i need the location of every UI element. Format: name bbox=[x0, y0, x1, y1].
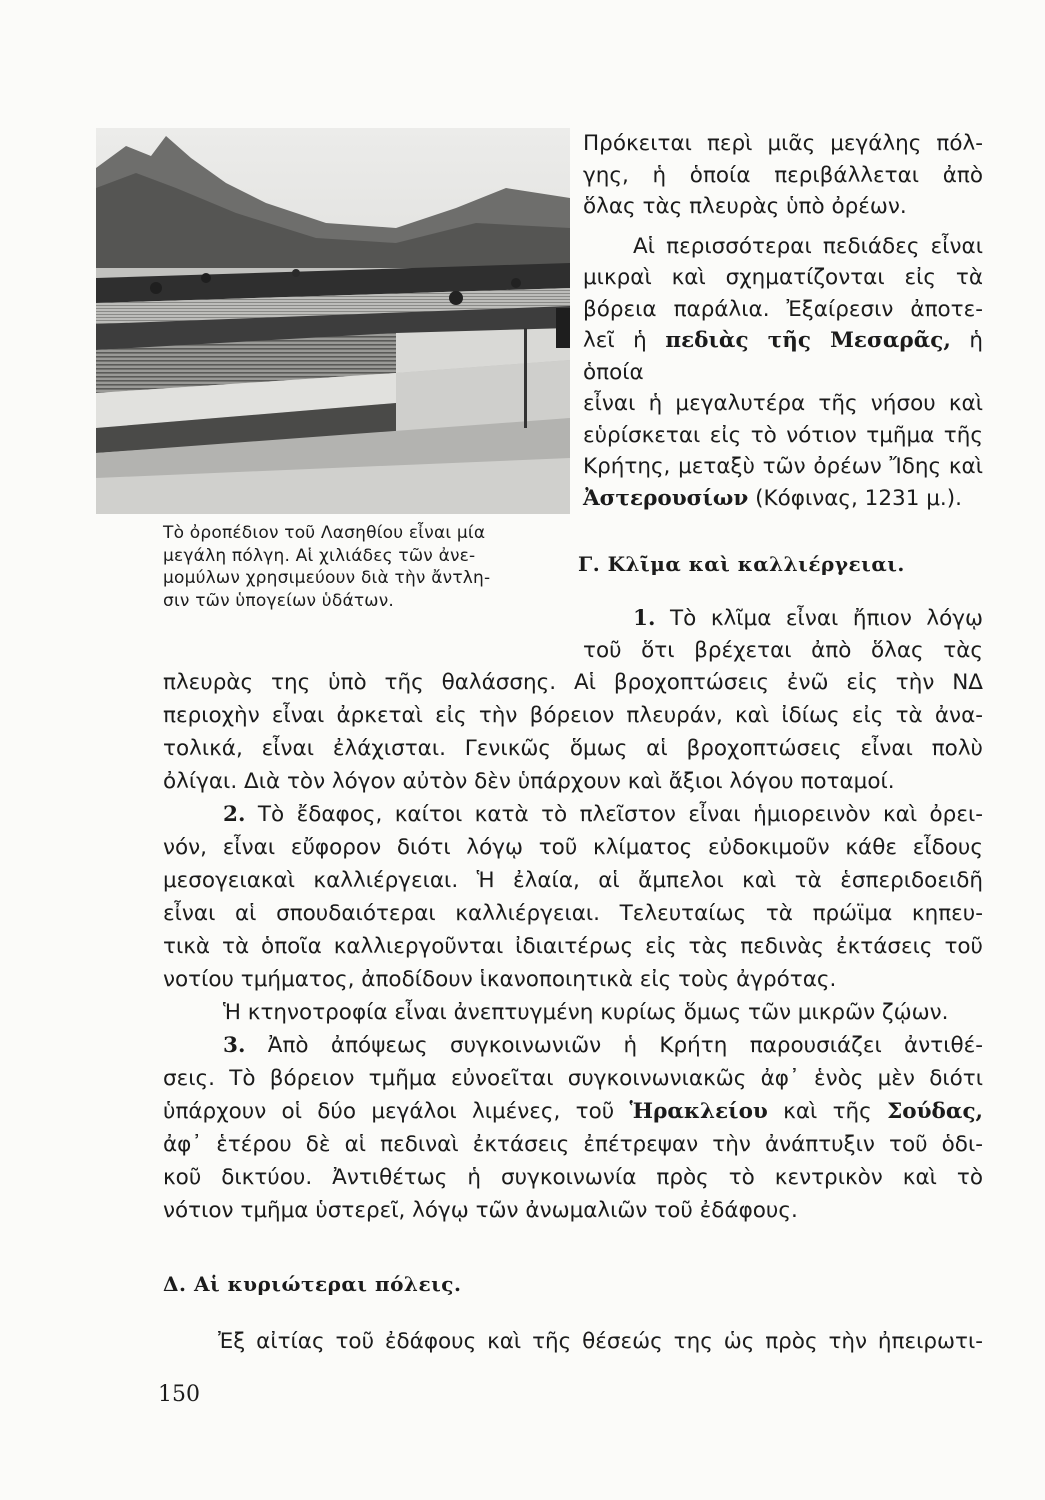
caption-line: σιν τῶν ὑπογείων ὑδάτων. bbox=[163, 590, 395, 611]
text-line: κοῦ δικτύου. Ἀντιθέτως ἡ συγκοινωνία πρὸς τὸ κεντρικὸν καὶ τὸ bbox=[163, 1165, 983, 1190]
text-line bbox=[163, 1095, 983, 1128]
plateau-photo-image bbox=[96, 128, 570, 514]
text-line: ὀλίγαι. Διὰ τὸν λόγον αὐτὸν δὲν ὑπάρχουν καὶ ἄξιοι λόγου ποταμοί. bbox=[163, 769, 895, 794]
text-line: Αἱ περισσότεραι πεδιάδες εἶναι bbox=[633, 233, 983, 259]
text-line bbox=[583, 603, 983, 635]
plateau-photo bbox=[96, 128, 570, 514]
text-line: περιοχὴν εἶναι ἀρκεταὶ εἰς τὴν βόρειον πλευράν, καὶ ἰδίως εἰς τὰ ἀνα- bbox=[163, 703, 983, 728]
paragraph-transport bbox=[163, 1029, 983, 1227]
text-line: νότιον τμῆμα ὑστερεῖ, λόγῳ τῶν ἀνωμαλιῶν τοῦ ἐδάφους. bbox=[163, 1198, 798, 1223]
cities-intro bbox=[163, 1325, 983, 1358]
text-line: τοῦ ὅτι βρέχεται ἀπὸ ὅλας τὰς bbox=[583, 637, 983, 663]
text-line: Κρήτης, μεταξὺ τῶν ὀρέων Ἴδης καὶ bbox=[583, 454, 983, 479]
caption-line: Τὸ ὀροπέδιον τοῦ Λασηθίου εἶναι μία bbox=[163, 523, 486, 543]
text-run: ἡ ὁποία bbox=[583, 328, 984, 385]
place-name-souda: Σούδας, bbox=[887, 1099, 984, 1124]
text-line: Ἡ κτηνοτροφία εἶναι ἀνεπτυγμένη κυρίως ὅμως τῶν μικρῶν ζῴων. bbox=[223, 1000, 949, 1025]
text-run: (Κόφινας, 1231 μ.). bbox=[748, 485, 962, 511]
text-line bbox=[583, 325, 983, 388]
text-line bbox=[583, 483, 983, 515]
text-line: νοτίου τμήματος, ἀποδίδουν ἱκανοποιητικὰ εἰς τοὺς ἀγρότας. bbox=[163, 967, 837, 992]
climate-intro bbox=[583, 603, 983, 666]
caption-line: μεγάλη πόλγη. Αἱ χιλιάδες τῶν ἀνε- bbox=[163, 545, 476, 566]
caption-line: μομύλων χρησιμεύουν διὰ τὴν ἄντλη- bbox=[163, 568, 491, 588]
full-width-text bbox=[163, 666, 983, 1227]
text-run: ὑπάρχουν οἱ δύο μεγάλοι λιμένες, τοῦ bbox=[163, 1099, 630, 1124]
text-line: γης, ἡ ὁποία περιβάλλεται ἀπὸ bbox=[583, 162, 983, 188]
text-line bbox=[163, 1029, 983, 1062]
place-name-asterousia: Ἀστερουσίων bbox=[583, 485, 749, 511]
paragraph-livestock bbox=[163, 996, 983, 1029]
page-number: 150 bbox=[158, 1382, 200, 1407]
text-line: πλευρὰς της ὑπὸ τῆς θαλάσσης. Αἱ βροχοπτώσεις ἐνῶ εἰς τὴν ΝΔ bbox=[163, 670, 983, 695]
text-line: βόρεια παράλια. Ἐξαίρεσιν ἀποτε- bbox=[583, 296, 983, 322]
text-line: μεσογειακαὶ καλλιέργειαι. Ἡ ἐλαία, αἱ ἄμπελοι καὶ τὰ ἑσπεριδοειδῆ bbox=[163, 868, 983, 893]
text-line: τολικά, εἶναι ἐλάχισται. Γενικῶς ὅμως αἱ βροχοπτώσεις εἶναι πολὺ bbox=[163, 736, 983, 761]
text-line: μικραὶ καὶ σχηματίζονται εἰς τὰ bbox=[583, 265, 983, 290]
text-line: εὑρίσκεται εἰς τὸ νότιον τμῆμα τῆς bbox=[583, 422, 983, 448]
section-heading-cities: Δ. Αἱ κυριώτεραι πόλεις. bbox=[163, 1272, 462, 1296]
paragraph-polje bbox=[583, 128, 983, 223]
item-number: 1. bbox=[633, 606, 656, 631]
text-line: εἶναι αἱ σπουδαιότεραι καλλιέργειαι. Τελευταίως τὰ πρώϊμα κηπευ- bbox=[163, 901, 983, 926]
text-line: Ἐξ αἰτίας τοῦ ἐδάφους καὶ τῆς θέσεώς της ὡς πρὸς τὴν ἠπειρωτι- bbox=[218, 1329, 983, 1354]
text-line: τικὰ τὰ ὁποῖα καλλιεργοῦνται ἰδιαιτέρως εἰς τὰς πεδινὰς ἐκτάσεις τοῦ bbox=[163, 934, 983, 959]
photo-caption bbox=[163, 522, 553, 612]
place-name-heraklion: Ἡρακλείου bbox=[629, 1099, 768, 1124]
text-line: Πρόκειται περὶ μιᾶς μεγάλης πόλ- bbox=[583, 131, 983, 156]
text-run: Ἀπὸ ἀπόψεως συγκοινωνιῶν ἡ Κρήτη παρουσιάζει ἀντιθέ- bbox=[245, 1033, 983, 1058]
text-run: λεῖ ἡ bbox=[583, 328, 666, 353]
text-line: ἀφ᾿ ἑτέρου δὲ αἱ πεδιναὶ ἐκτάσεις ἐπέτρεψαν τὴν ἀνάπτυξιν τοῦ ὁδι- bbox=[163, 1132, 983, 1157]
text-line: σεις. Τὸ βόρειον τμῆμα εὐνοεῖται συγκοινωνιακῶς ἀφ᾿ ἑνὸς μὲν διότι bbox=[163, 1066, 983, 1091]
text-line: νόν, εἶναι εὔφορον διότι λόγῳ τοῦ κλίματος εὐδοκιμοῦν κάθε εἶδους bbox=[163, 835, 983, 860]
section-heading-climate: Γ. Κλῖμα καὶ καλλιέργειαι. bbox=[578, 552, 905, 576]
right-column-text bbox=[583, 128, 983, 514]
paragraph-soil bbox=[163, 798, 983, 996]
paragraph-rainfall bbox=[163, 666, 983, 798]
text-run: Τὸ ἔδαφος, καίτοι κατὰ τὸ πλεῖστον εἶναι ἡμιορεινὸν καὶ ὀρει- bbox=[245, 802, 983, 827]
text-run: καὶ τῆς bbox=[767, 1099, 888, 1124]
text-line: ὅλας τὰς πλευρὰς ὑπὸ ὀρέων. bbox=[583, 194, 907, 219]
text-line: εἶναι ἡ μεγαλυτέρα τῆς νήσου καὶ bbox=[583, 391, 983, 416]
item-number: 2. bbox=[223, 802, 246, 827]
item-number: 3. bbox=[223, 1033, 246, 1058]
text-line bbox=[163, 798, 983, 831]
text-run: Τὸ κλῖμα εἶναι ἤπιον λόγῳ bbox=[655, 606, 983, 631]
place-name-messara: πεδιὰς τῆς Μεσαρᾶς, bbox=[665, 328, 951, 353]
paragraph-plains bbox=[583, 231, 983, 515]
